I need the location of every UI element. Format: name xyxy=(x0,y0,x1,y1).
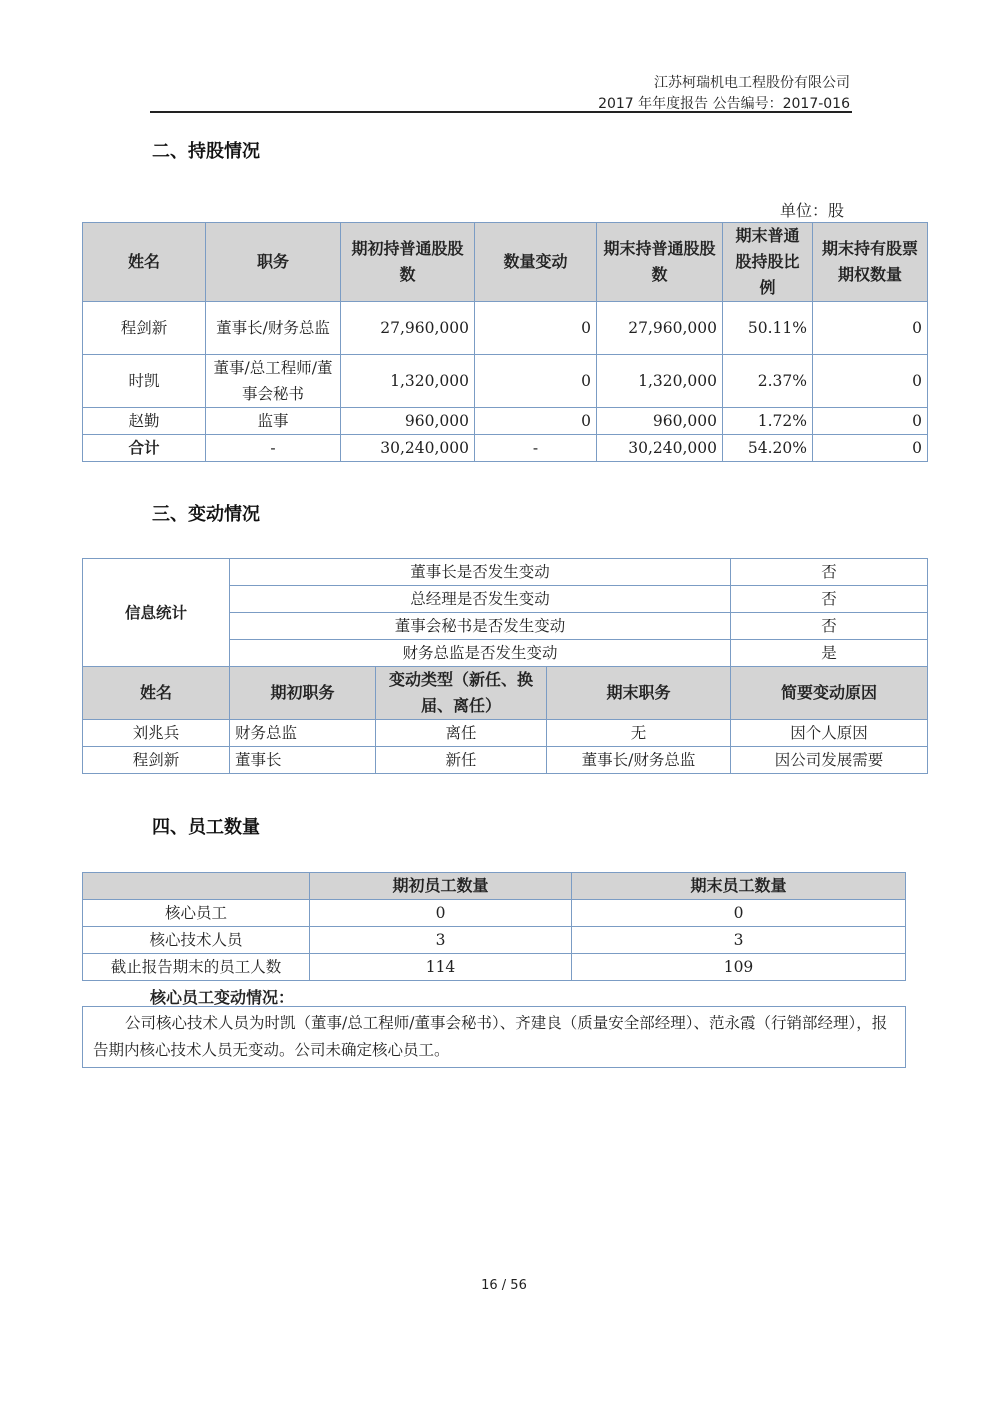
section-title-changes: 三、变动情况 xyxy=(152,504,260,525)
col-header-start-position: 期初职务 xyxy=(230,667,376,720)
cell-start-shares: 1,320,000 xyxy=(341,355,475,408)
col-header-blank xyxy=(83,873,310,900)
cell-start-position: 财务总监 xyxy=(230,720,376,747)
cell-change: - xyxy=(475,435,597,462)
col-header-change-type: 变动类型（新任、换届、离任） xyxy=(376,667,547,720)
changes-table xyxy=(82,558,928,774)
col-header-ratio: 期末普通股持股比例 xyxy=(723,223,813,302)
cell-end-shares: 960,000 xyxy=(597,408,723,435)
cell-label: 核心员工 xyxy=(83,900,310,927)
core-staff-change-title: 核心员工变动情况： xyxy=(150,988,295,1007)
cell-name: 刘兆兵 xyxy=(83,720,230,747)
cell-ratio: 50.11% xyxy=(723,302,813,355)
info-row xyxy=(83,559,928,586)
section-title-employees: 四、员工数量 xyxy=(152,817,260,838)
info-stat-label: 信息统计 xyxy=(83,559,230,667)
cell-end-shares: 1,320,000 xyxy=(597,355,723,408)
cell-options: 0 xyxy=(813,302,928,355)
table-row xyxy=(83,927,906,954)
cell-change: 0 xyxy=(475,355,597,408)
col-header-name: 姓名 xyxy=(83,223,206,302)
table-total-row xyxy=(83,435,928,462)
cell-end-position: 无 xyxy=(547,720,731,747)
cell-total-label: 合计 xyxy=(83,435,206,462)
col-header-change: 数量变动 xyxy=(475,223,597,302)
info-question: 董事长是否发生变动 xyxy=(230,559,731,586)
cell-options: 0 xyxy=(813,408,928,435)
cell-label: 核心技术人员 xyxy=(83,927,310,954)
col-header-name: 姓名 xyxy=(83,667,230,720)
cell-start-shares: 27,960,000 xyxy=(341,302,475,355)
cell-reason: 因公司发展需要 xyxy=(731,747,928,774)
header-report-info: 2017 年年度报告 公告编号：2017-016 xyxy=(598,96,850,112)
cell-reason: 因个人原因 xyxy=(731,720,928,747)
cell-change-type: 新任 xyxy=(376,747,547,774)
cell-end-count: 109 xyxy=(572,954,906,981)
cell-position: - xyxy=(206,435,341,462)
cell-end-count: 3 xyxy=(572,927,906,954)
cell-change: 0 xyxy=(475,302,597,355)
cell-name: 程剑新 xyxy=(83,747,230,774)
cell-name: 程剑新 xyxy=(83,302,206,355)
table-row xyxy=(83,408,928,435)
info-answer: 是 xyxy=(731,640,928,667)
info-answer: 否 xyxy=(731,613,928,640)
col-header-start-count: 期初员工数量 xyxy=(310,873,572,900)
table-row xyxy=(83,302,928,355)
table-row xyxy=(83,720,928,747)
cell-position: 董事长/财务总监 xyxy=(206,302,341,355)
cell-ratio: 54.20% xyxy=(723,435,813,462)
col-header-end-position: 期末职务 xyxy=(547,667,731,720)
cell-end-shares: 30,240,000 xyxy=(597,435,723,462)
unit-label: 单位：股 xyxy=(780,201,845,220)
info-answer: 否 xyxy=(731,586,928,613)
cell-start-count: 0 xyxy=(310,900,572,927)
col-header-reason: 简要变动原因 xyxy=(731,667,928,720)
cell-change: 0 xyxy=(475,408,597,435)
cell-ratio: 2.37% xyxy=(723,355,813,408)
cell-end-shares: 27,960,000 xyxy=(597,302,723,355)
cell-label: 截止报告期末的员工人数 xyxy=(83,954,310,981)
cell-start-position: 董事长 xyxy=(230,747,376,774)
table-row xyxy=(83,900,906,927)
employee-table xyxy=(82,872,906,981)
table-row xyxy=(83,355,928,408)
header-company: 江苏柯瑞机电工程股份有限公司 xyxy=(654,75,850,91)
col-header-options: 期末持有股票期权数量 xyxy=(813,223,928,302)
shareholding-table xyxy=(82,222,928,462)
cell-end-count: 0 xyxy=(572,900,906,927)
cell-options: 0 xyxy=(813,355,928,408)
cell-start-count: 3 xyxy=(310,927,572,954)
cell-start-shares: 30,240,000 xyxy=(341,435,475,462)
cell-name: 时凯 xyxy=(83,355,206,408)
col-header-end-count: 期末员工数量 xyxy=(572,873,906,900)
table-row xyxy=(83,954,906,981)
page-number: 16 / 56 xyxy=(481,1278,527,1293)
core-staff-change-note: 公司核心技术人员为时凯（董事/总工程师/董事会秘书）、齐建良（质量安全部经理）、范永霞（行销部经理），报告期内核心技术人员无变动。公司未确定核心员工。 xyxy=(82,1006,906,1068)
info-question: 董事会秘书是否发生变动 xyxy=(230,613,731,640)
col-header-end-shares: 期末持普通股股数 xyxy=(597,223,723,302)
cell-end-position: 董事长/财务总监 xyxy=(547,747,731,774)
info-question: 总经理是否发生变动 xyxy=(230,586,731,613)
col-header-start-shares: 期初持普通股股数 xyxy=(341,223,475,302)
cell-start-shares: 960,000 xyxy=(341,408,475,435)
cell-options: 0 xyxy=(813,435,928,462)
table-header-row xyxy=(83,873,906,900)
col-header-position: 职务 xyxy=(206,223,341,302)
info-answer: 否 xyxy=(731,559,928,586)
cell-ratio: 1.72% xyxy=(723,408,813,435)
cell-start-count: 114 xyxy=(310,954,572,981)
cell-name: 赵勤 xyxy=(83,408,206,435)
cell-position: 董事/总工程师/董事会秘书 xyxy=(206,355,341,408)
section-title-shareholding: 二、持股情况 xyxy=(152,141,260,162)
header-divider xyxy=(150,111,852,113)
info-question: 财务总监是否发生变动 xyxy=(230,640,731,667)
table-row xyxy=(83,747,928,774)
table-header-row xyxy=(83,667,928,720)
cell-position: 监事 xyxy=(206,408,341,435)
table-header-row xyxy=(83,223,928,302)
cell-change-type: 离任 xyxy=(376,720,547,747)
